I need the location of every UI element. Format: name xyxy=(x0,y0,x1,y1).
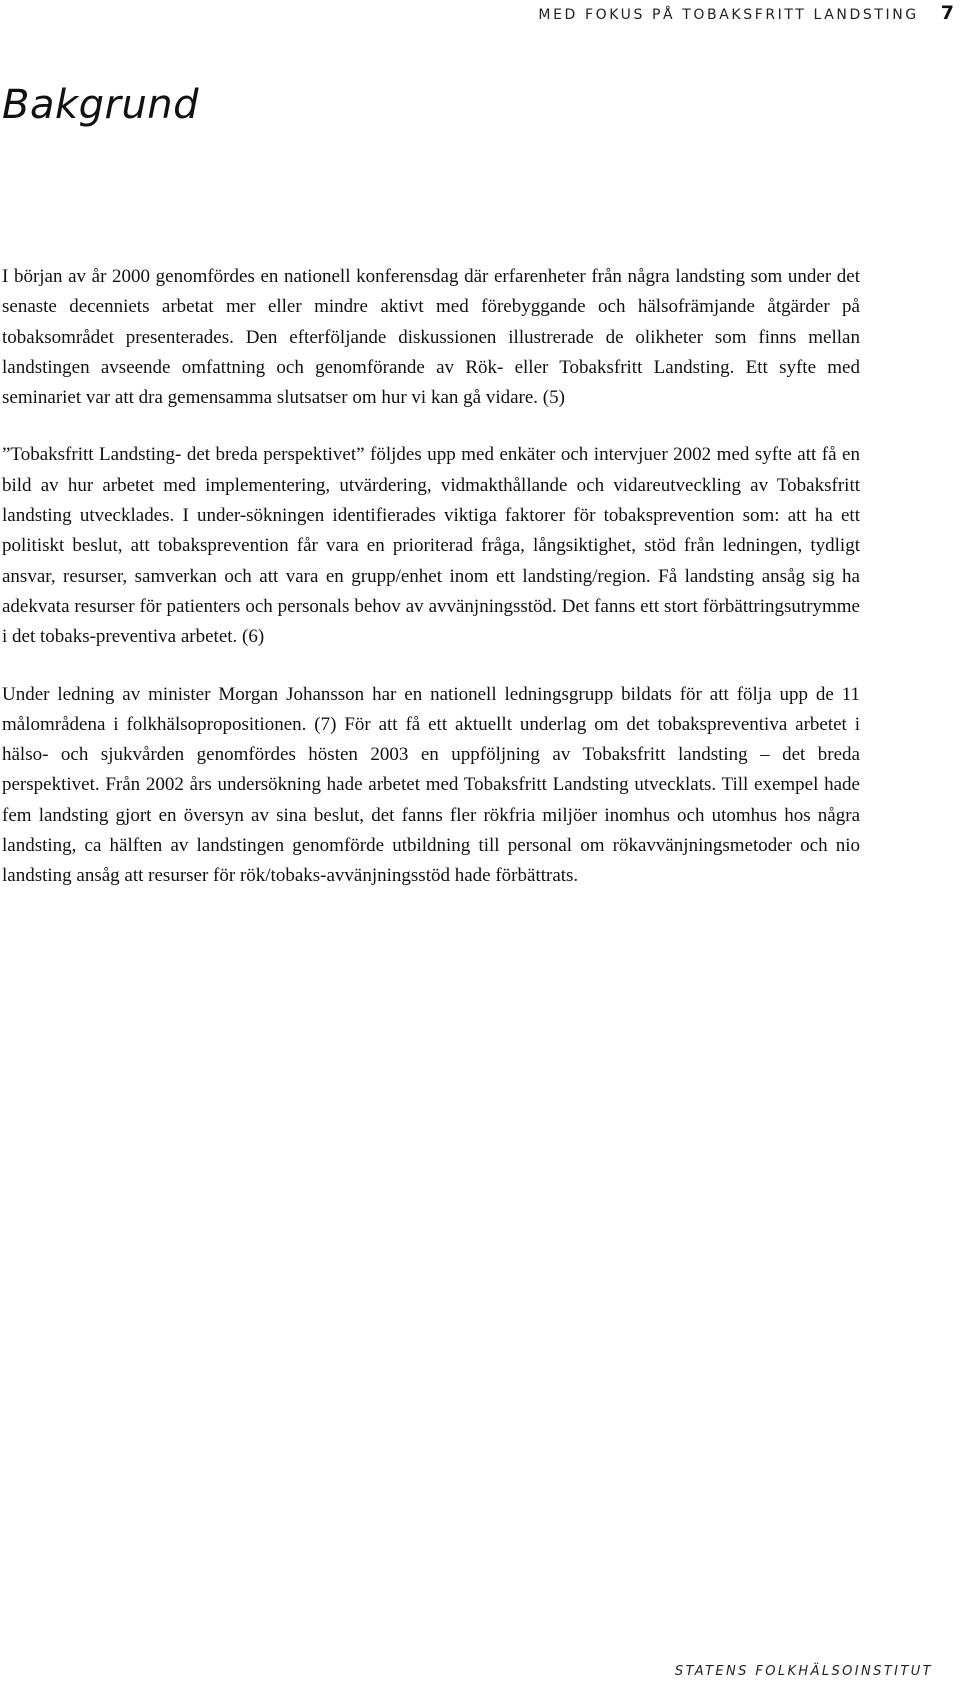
paragraph-1: I början av år 2000 genomfördes en nationell konferensdag där erfarenheter från några landsting som under det senaste decenniets arbetat mer eller mindre aktivt med förebyggande och hälsofrämjande åtgärder på tobaksområdet presenterades. Den efterföljande diskussionen illustrerade de olikheter som finns mellan landstingen avseende omfattning och genomförande av Rök- eller Tobaksfritt Landsting. Ett syfte med seminariet var att dra gemensamma slutsatser om hur vi kan gå vidare. (5) xyxy=(2,266,860,409)
page-number: 7 xyxy=(940,2,954,24)
running-header xyxy=(538,2,960,24)
body-text xyxy=(2,262,860,919)
running-footer: STATENS FOLKHÄLSOINSTITUT xyxy=(674,1664,933,1679)
header-title: MED FOKUS PÅ TOBAKSFRITT LANDSTING xyxy=(538,7,919,23)
paragraph-3: Under ledning av minister Morgan Johansson har en nationell ledningsgrupp bildats för att följa upp de 11 målområdena i folkhälsopropositionen. (7) För att få ett aktuellt underlag om det tobakspreventiva arbetet i hälso- och sjukvården genomfördes hösten 2003 en uppföljning av Tobaksfritt landsting – det breda perspektivet. Från 2002 års undersökning hade arbetet med Tobaksfritt Landsting utvecklats. Till exempel hade fem landsting gjort en översyn av sina beslut, det fanns fler rökfria miljöer inomhus och utomhus hos några landsting, ca hälften av landstingen genomförde utbildning till personal om rökavvänjningsmetoder och nio landsting ansåg att resurser för rök/tobaks-avvänjningsstöd hade förbättrats. xyxy=(2,683,860,887)
section-heading: Bakgrund xyxy=(2,82,200,128)
paragraph-2: ”Tobaksfritt Landsting- det breda perspektivet” följdes upp med enkäter och intervjuer 2002 med syfte att få en bild av hur arbetet med implementering, utvärdering, vidmakthållande och vidareutveckling av Tobaksfritt landsting utvecklades. I under-sökningen identifierades viktiga faktorer för tobaksprevention som: att ha ett politiskt beslut, att tobaksprevention får vara en prioriterad fråga, långsiktighet, stöd från ledningen, tydligt ansvar, resurser, samverkan och att vara en grupp/enhet inom ett landsting/region. Få landsting ansåg sig ha adekvata resurser för patienters och personals behov av avvänjningsstöd. Det fanns ett stort förbättringsutrymme i det tobaks-preventiva arbetet. (6) xyxy=(2,444,860,648)
